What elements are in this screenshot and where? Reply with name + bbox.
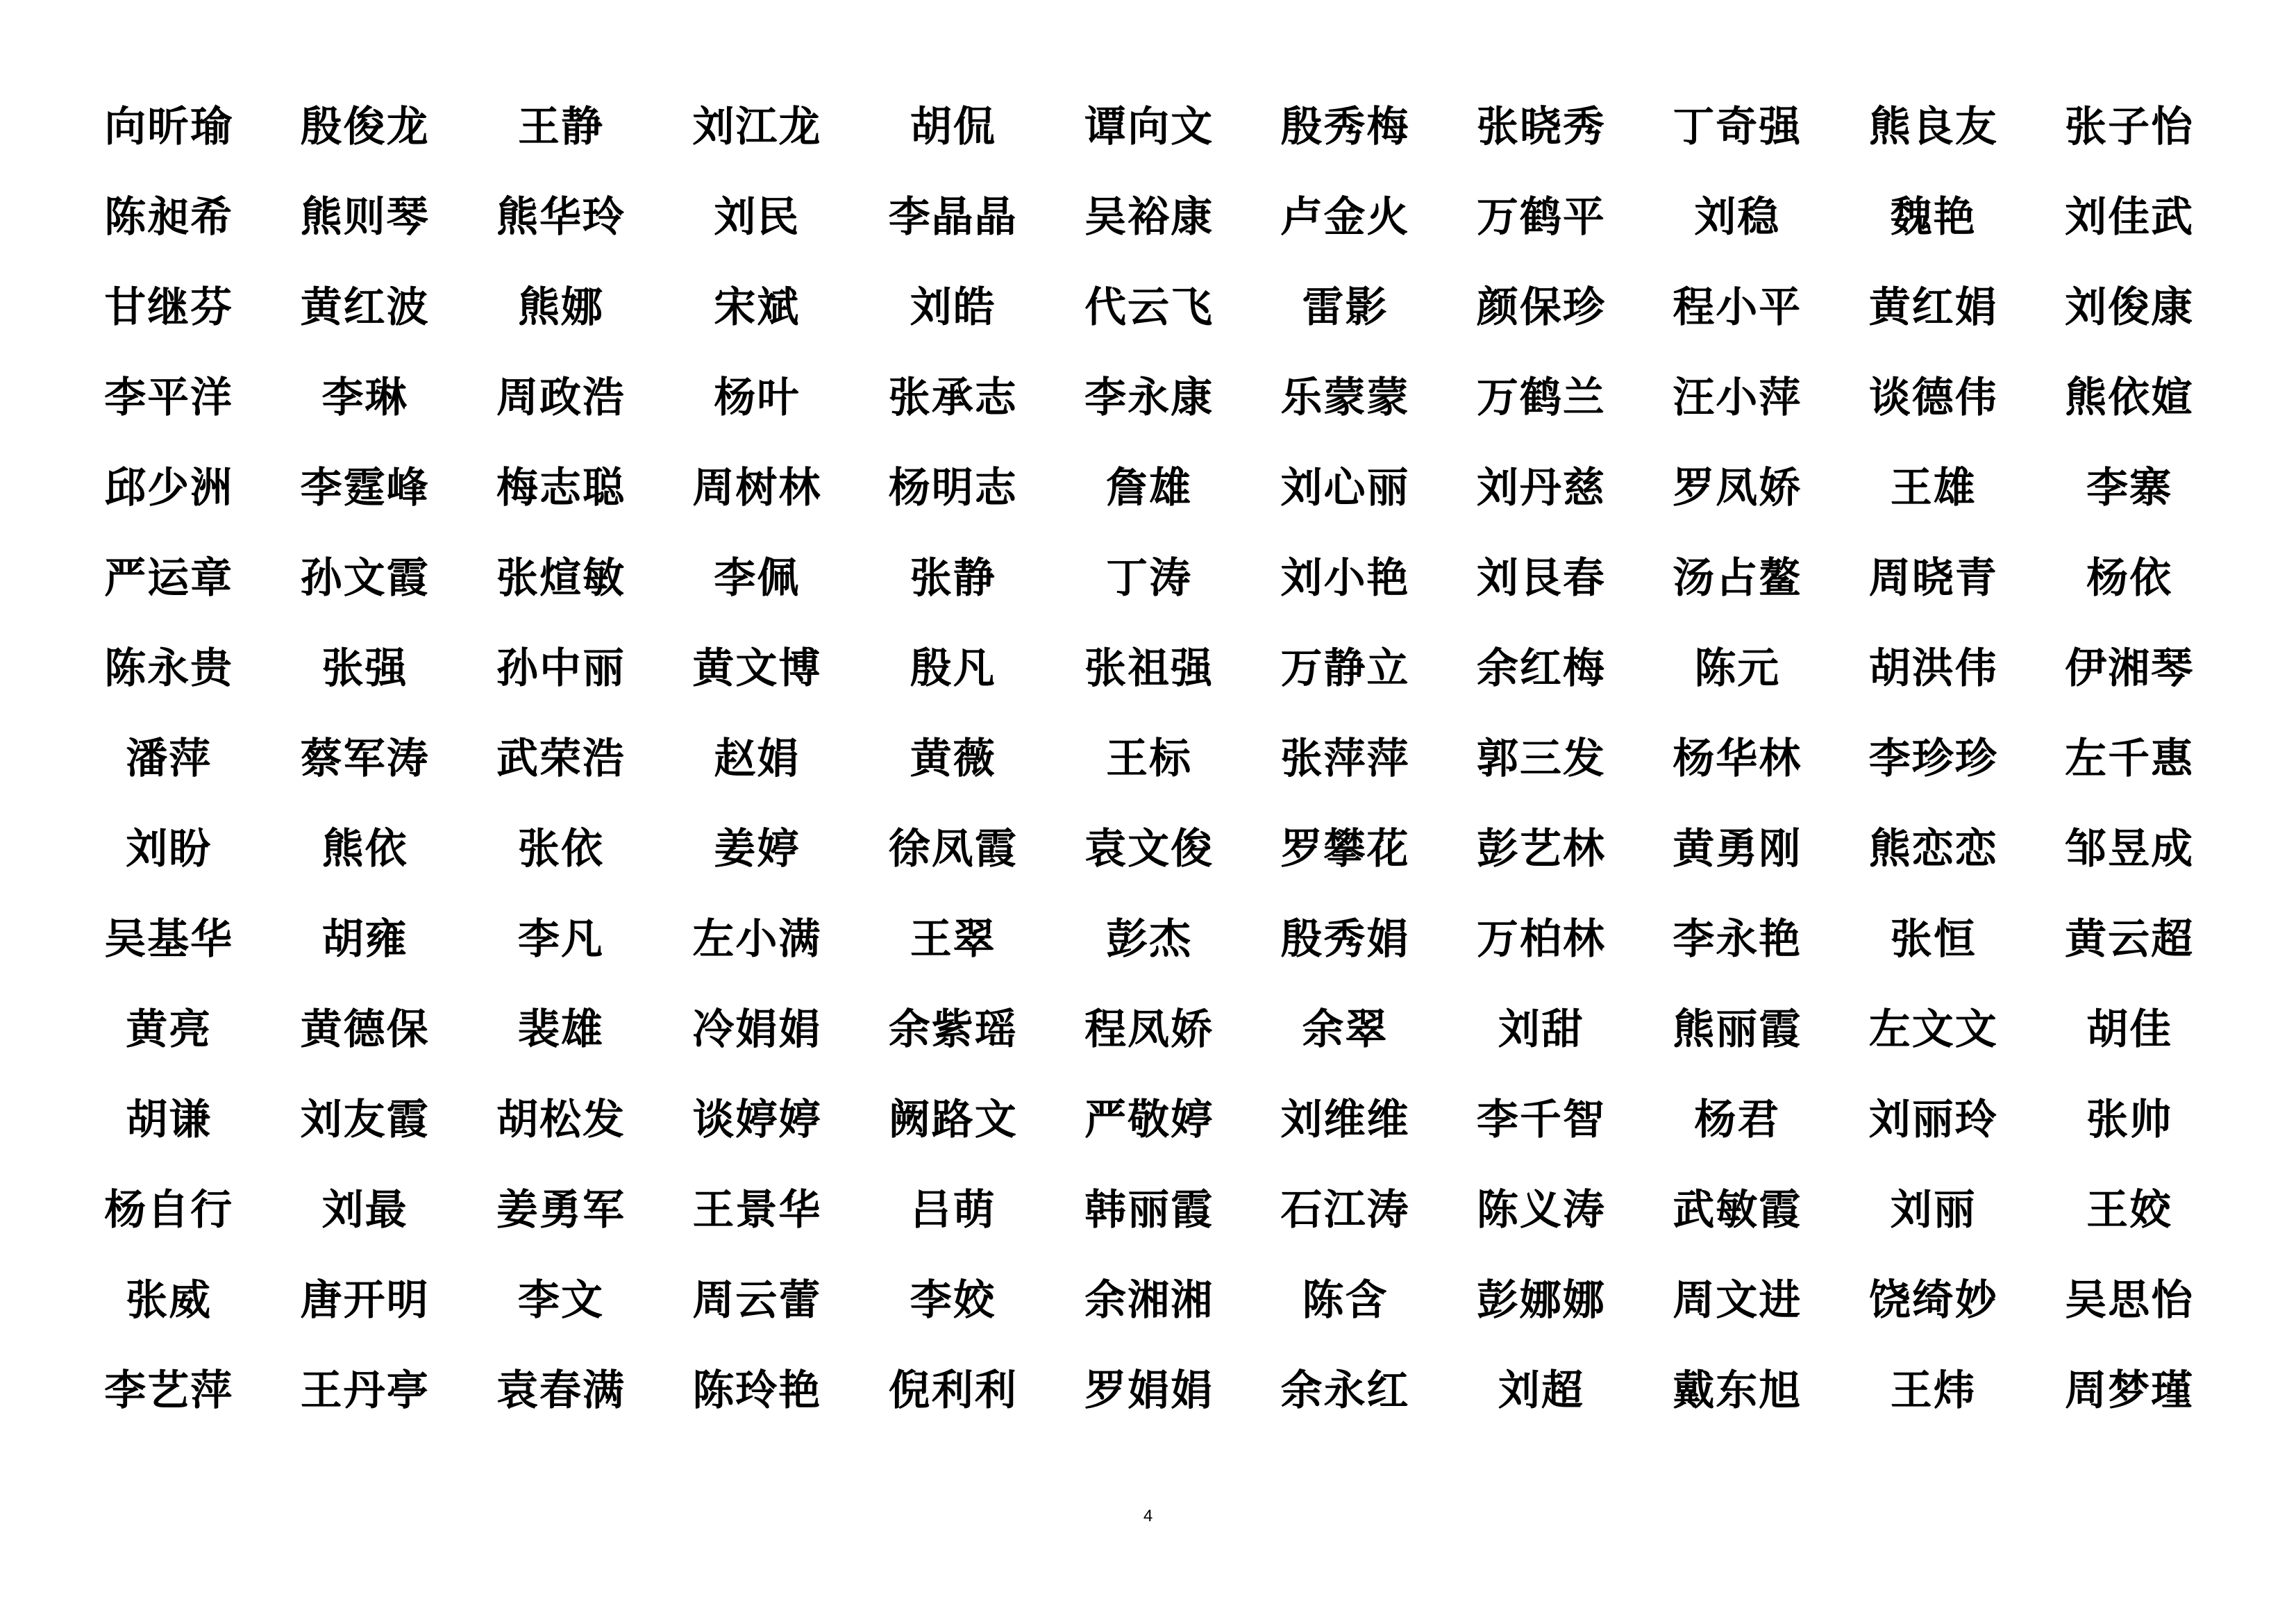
name-cell: 邱少洲: [104, 464, 234, 512]
name-cell: 裴雄: [517, 1005, 604, 1054]
name-cell: 刘超: [1498, 1366, 1584, 1415]
name-cell: 余红梅: [1476, 644, 1606, 693]
name-cell: 殷凡: [910, 644, 996, 693]
name-cell: 殷俊龙: [300, 103, 430, 151]
name-cell: 万鹤平: [1476, 193, 1606, 242]
name-cell: 徐凤霞: [888, 825, 1018, 873]
name-cell: 饶绮妙: [1868, 1276, 1998, 1325]
name-cell: 刘小艳: [1280, 554, 1410, 603]
name-cell: 谈婷婷: [692, 1096, 822, 1144]
name-cell: 余湘湘: [1084, 1276, 1214, 1325]
name-cell: 胡雍: [321, 915, 408, 964]
name-cell: 卢金火: [1280, 193, 1410, 242]
name-cell: 胡松发: [496, 1096, 626, 1144]
name-cell: 张煊敏: [496, 554, 626, 603]
name-cell: 杨依: [2086, 554, 2173, 603]
name-cell: 杨自行: [104, 1186, 234, 1234]
name-cell: 刘友霞: [300, 1096, 430, 1144]
name-cell: 左文文: [1868, 1005, 1998, 1054]
name-cell: 宋斌: [714, 283, 801, 332]
name-cell: 刘江龙: [692, 103, 822, 151]
name-cell: 张萍萍: [1280, 735, 1410, 783]
name-cell: 程小平: [1673, 283, 1802, 332]
name-cell: 李琳: [321, 374, 408, 422]
name-cell: 雷影: [1302, 283, 1389, 332]
name-cell: 张强: [321, 644, 408, 693]
name-cell: 周文进: [1673, 1276, 1802, 1325]
name-cell: 伊湘琴: [2065, 644, 2195, 693]
name-cell: 李姣: [910, 1276, 996, 1325]
name-cell: 严运章: [104, 554, 234, 603]
name-cell: 王静: [517, 103, 604, 151]
name-cell: 王炜: [1890, 1366, 1977, 1415]
name-cell: 倪利利: [888, 1366, 1018, 1415]
name-cell: 张静: [910, 554, 996, 603]
name-cell: 熊华玲: [496, 193, 626, 242]
name-cell: 杨明志: [888, 464, 1018, 512]
name-cell: 胡谦: [126, 1096, 212, 1144]
name-cell: 陈含: [1302, 1276, 1389, 1325]
name-cell: 黄文博: [692, 644, 822, 693]
name-cell: 谈德伟: [1868, 374, 1998, 422]
name-cell: 万鹤兰: [1476, 374, 1606, 422]
name-cell: 黄亮: [126, 1005, 212, 1054]
name-cell: 吴基华: [104, 915, 234, 964]
name-cell: 周政浩: [496, 374, 626, 422]
name-cell: 吴裕康: [1084, 193, 1214, 242]
name-cell: 熊恋恋: [1868, 825, 1998, 873]
name-cell: 李永康: [1084, 374, 1214, 422]
name-cell: 袁春满: [496, 1366, 626, 1415]
name-cell: 熊依媗: [2065, 374, 2195, 422]
name-cell: 戴东旭: [1673, 1366, 1802, 1415]
name-cell: 谭向文: [1084, 103, 1214, 151]
name-cell: 唐开明: [300, 1276, 430, 1325]
name-cell: 李霆峰: [300, 464, 430, 512]
name-cell: 彭杰: [1106, 915, 1193, 964]
name-cell: 李凡: [517, 915, 604, 964]
name-cell: 丁奇强: [1673, 103, 1802, 151]
name-cell: 蔡军涛: [300, 735, 430, 783]
name-cell: 汤占鳌: [1673, 554, 1802, 603]
name-cell: 张子怡: [2065, 103, 2195, 151]
name-cell: 陈昶希: [104, 193, 234, 242]
name-cell: 张帅: [2086, 1096, 2173, 1144]
name-cell: 黄红娟: [1868, 283, 1998, 332]
name-cell: 郭三发: [1476, 735, 1606, 783]
name-cell: 殷秀娟: [1280, 915, 1410, 964]
name-cell: 魏艳: [1890, 193, 1977, 242]
name-cell: 熊娜: [517, 283, 604, 332]
name-cell: 王翠: [910, 915, 996, 964]
name-cell: 黄云超: [2065, 915, 2195, 964]
name-cell: 梅志聪: [496, 464, 626, 512]
name-cell: 李寨: [2086, 464, 2173, 512]
name-cell: 吕萌: [910, 1186, 996, 1234]
name-cell: 刘皓: [910, 283, 996, 332]
name-cell: 赵娟: [714, 735, 801, 783]
name-cell: 王姣: [2086, 1186, 2173, 1234]
name-cell: 李晶晶: [888, 193, 1018, 242]
name-cell: 余紫瑶: [888, 1005, 1018, 1054]
name-cell: 张晓秀: [1476, 103, 1606, 151]
name-cell: 刘甜: [1498, 1005, 1584, 1054]
name-cell: 万静立: [1280, 644, 1410, 693]
name-cell: 王雄: [1890, 464, 1977, 512]
name-cell: 王标: [1106, 735, 1193, 783]
name-cell: 潘萍: [126, 735, 212, 783]
name-cell: 乐蒙蒙: [1280, 374, 1410, 422]
name-cell: 陈玲艳: [692, 1366, 822, 1415]
name-cell: 李千智: [1476, 1096, 1606, 1144]
name-cell: 刘丽: [1890, 1186, 1977, 1234]
name-cell: 张威: [126, 1276, 212, 1325]
name-cell: 罗娟娟: [1084, 1366, 1214, 1415]
name-cell: 胡侃: [910, 103, 996, 151]
name-cell: 程凤娇: [1084, 1005, 1214, 1054]
name-cell: 黄德保: [300, 1005, 430, 1054]
name-cell: 韩丽霞: [1084, 1186, 1214, 1234]
name-cell: 刘维维: [1280, 1096, 1410, 1144]
page-number: 4: [1143, 1507, 1153, 1525]
name-cell: 陈义涛: [1476, 1186, 1606, 1234]
name-cell: 刘稳: [1694, 193, 1781, 242]
name-cell: 彭艺林: [1476, 825, 1606, 873]
name-cell: 李平洋: [104, 374, 234, 422]
name-cell: 黄红波: [300, 283, 430, 332]
name-cell: 冷娟娟: [692, 1005, 822, 1054]
name-cell: 李永艳: [1673, 915, 1802, 964]
name-cell: 杨华林: [1673, 735, 1802, 783]
name-cell: 张恒: [1890, 915, 1977, 964]
name-cell: 姜婷: [714, 825, 801, 873]
name-cell: 周云蕾: [692, 1276, 822, 1325]
name-cell: 李艺萍: [104, 1366, 234, 1415]
name-cell: 孙文霞: [300, 554, 430, 603]
name-cell: 阙路文: [888, 1096, 1018, 1144]
name-cell: 黄勇刚: [1673, 825, 1802, 873]
name-cell: 孙中丽: [496, 644, 626, 693]
name-cell: 刘最: [321, 1186, 408, 1234]
name-cell: 甘继芬: [104, 283, 234, 332]
name-cell: 胡佳: [2086, 1005, 2173, 1054]
name-cell: 王丹亭: [300, 1366, 430, 1415]
name-cell: 王景华: [692, 1186, 822, 1234]
name-cell: 彭娜娜: [1476, 1276, 1606, 1325]
name-cell: 周晓青: [1868, 554, 1998, 603]
name-cell: 张依: [517, 825, 604, 873]
name-cell: 刘丽玲: [1868, 1096, 1998, 1144]
name-cell: 邹昱成: [2065, 825, 2195, 873]
name-cell: 石江涛: [1280, 1186, 1410, 1234]
name-cell: 李文: [517, 1276, 604, 1325]
name-cell: 左千惠: [2065, 735, 2195, 783]
name-cell: 吴思怡: [2065, 1276, 2195, 1325]
name-cell: 熊则琴: [300, 193, 430, 242]
name-cell: 左小满: [692, 915, 822, 964]
name-cell: 代云飞: [1084, 283, 1214, 332]
name-cell: 汪小萍: [1673, 374, 1802, 422]
name-cell: 袁文俊: [1084, 825, 1214, 873]
name-cell: 武敏霞: [1673, 1186, 1802, 1234]
name-cell: 刘盼: [126, 825, 212, 873]
name-cell: 陈元: [1694, 644, 1781, 693]
name-cell: 万柏林: [1476, 915, 1606, 964]
name-cell: 周树林: [692, 464, 822, 512]
name-cell: 姜勇军: [496, 1186, 626, 1234]
name-cell: 胡洪伟: [1868, 644, 1998, 693]
name-cell: 黄薇: [910, 735, 996, 783]
name-cell: 刘民: [714, 193, 801, 242]
name-grid: [71, 82, 2227, 1436]
name-cell: 李佩: [714, 554, 801, 603]
name-cell: 罗凤娇: [1673, 464, 1802, 512]
name-cell: 刘丹慈: [1476, 464, 1606, 512]
name-cell: 余翠: [1302, 1005, 1389, 1054]
name-cell: 张承志: [888, 374, 1018, 422]
name-cell: 刘佳武: [2065, 193, 2195, 242]
name-cell: 陈永贵: [104, 644, 234, 693]
name-cell: 武荣浩: [496, 735, 626, 783]
name-cell: 向昕瑜: [104, 103, 234, 151]
name-cell: 熊丽霞: [1673, 1005, 1802, 1054]
name-cell: 杨叶: [714, 374, 801, 422]
name-cell: 周梦瑾: [2065, 1366, 2195, 1415]
name-cell: 余永红: [1280, 1366, 1410, 1415]
name-cell: 杨君: [1694, 1096, 1781, 1144]
name-cell: 颜保珍: [1476, 283, 1606, 332]
name-cell: 殷秀梅: [1280, 103, 1410, 151]
name-cell: 张祖强: [1084, 644, 1214, 693]
name-cell: 刘俊康: [2065, 283, 2195, 332]
name-cell: 刘心丽: [1280, 464, 1410, 512]
name-cell: 罗攀花: [1280, 825, 1410, 873]
name-cell: 刘艮春: [1476, 554, 1606, 603]
name-cell: 熊良友: [1868, 103, 1998, 151]
name-cell: 熊依: [321, 825, 408, 873]
name-cell: 丁涛: [1106, 554, 1193, 603]
name-cell: 詹雄: [1106, 464, 1193, 512]
name-cell: 李珍珍: [1868, 735, 1998, 783]
name-cell: 严敬婷: [1084, 1096, 1214, 1144]
